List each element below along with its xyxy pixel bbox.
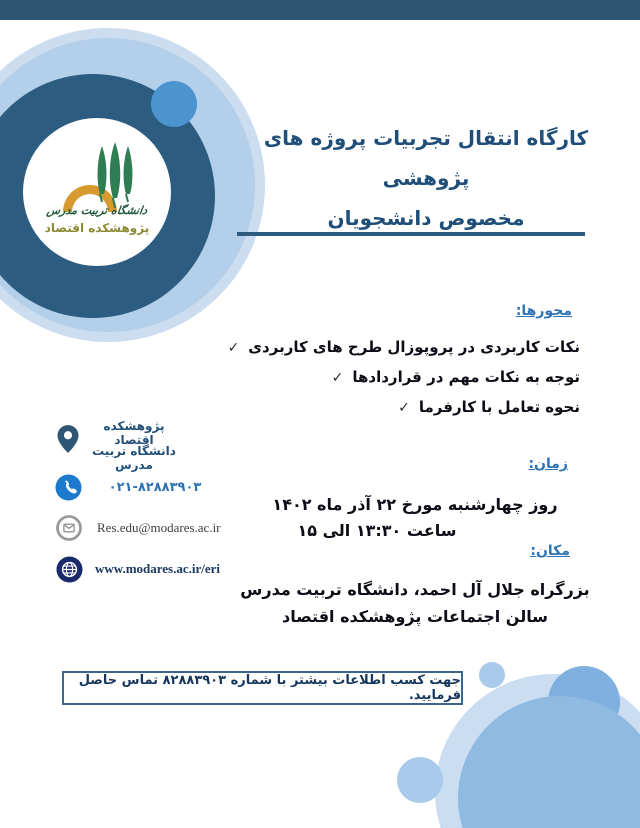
email-icon <box>56 515 82 541</box>
topics-heading: محورها: <box>515 303 572 319</box>
checkmark-icon: ✓ <box>331 370 344 386</box>
contact-website: www.modares.ac.ir/eri <box>95 561 221 576</box>
poster-title <box>240 118 612 238</box>
place-heading: مکان: <box>530 543 570 559</box>
title-line-1: کارگاه انتقال تجربیات پروژه های پژوهشی <box>263 126 589 190</box>
venue-hall: سالن اجتماعات پژوهشکده اقتصاد <box>282 607 548 626</box>
time-heading: زمان: <box>528 456 568 472</box>
logo-university-name: دانشگاه تربیت مدرس <box>45 204 149 217</box>
footer-note-text: جهت کسب اطلاعات بیشتر با شماره ۸۲۸۸۳۹۰۳ تماس حاصل فرمایید. <box>78 673 461 703</box>
globe-icon <box>56 556 83 583</box>
deco-circle-small-left <box>397 757 443 803</box>
contact-address-line2: دانشگاه تربیت مدرس <box>92 444 176 472</box>
logo-institute-name: پژوهشکده اقتصاد <box>44 221 150 235</box>
topic-item <box>40 336 580 359</box>
title-divider <box>237 232 585 236</box>
top-accent-bar <box>0 0 640 20</box>
checkmark-icon: ✓ <box>227 340 240 356</box>
deco-circle-small-top <box>479 662 505 688</box>
topic-item-text: توجه به نکات مهم در قراردادها <box>352 368 580 386</box>
checkmark-icon: ✓ <box>398 400 410 416</box>
topic-item-text: نحوه تعامل با کارفرما <box>418 398 580 416</box>
accent-circle-small <box>151 81 197 127</box>
topics-list <box>40 336 580 426</box>
event-date: روز چهارشنبه مورخ ۲۲ آذر ماه ۱۴۰۲ <box>272 495 558 514</box>
topic-item-text: نکات کاربردی در پروپوزال طرح های کاربردی <box>248 338 580 356</box>
contact-phone: ۰۲۱-۸۲۸۸۳۹۰۳ <box>108 480 202 495</box>
venue-address: بزرگراه جلال آل احمد، دانشگاه تربیت مدرس <box>240 580 590 599</box>
event-time: ساعت ۱۳:۳۰ الی ۱۵ <box>297 521 457 540</box>
university-logo <box>23 118 171 266</box>
title-line-2: مخصوص دانشجویان <box>327 206 525 230</box>
contact-address-line1: پژوهشکده اقتصاد <box>103 419 165 447</box>
contact-email: Res.edu@modares.ac.ir <box>97 520 221 535</box>
footer-note-box <box>62 671 463 705</box>
topic-item <box>40 366 580 389</box>
topic-item <box>40 396 580 419</box>
phone-icon <box>55 474 82 501</box>
